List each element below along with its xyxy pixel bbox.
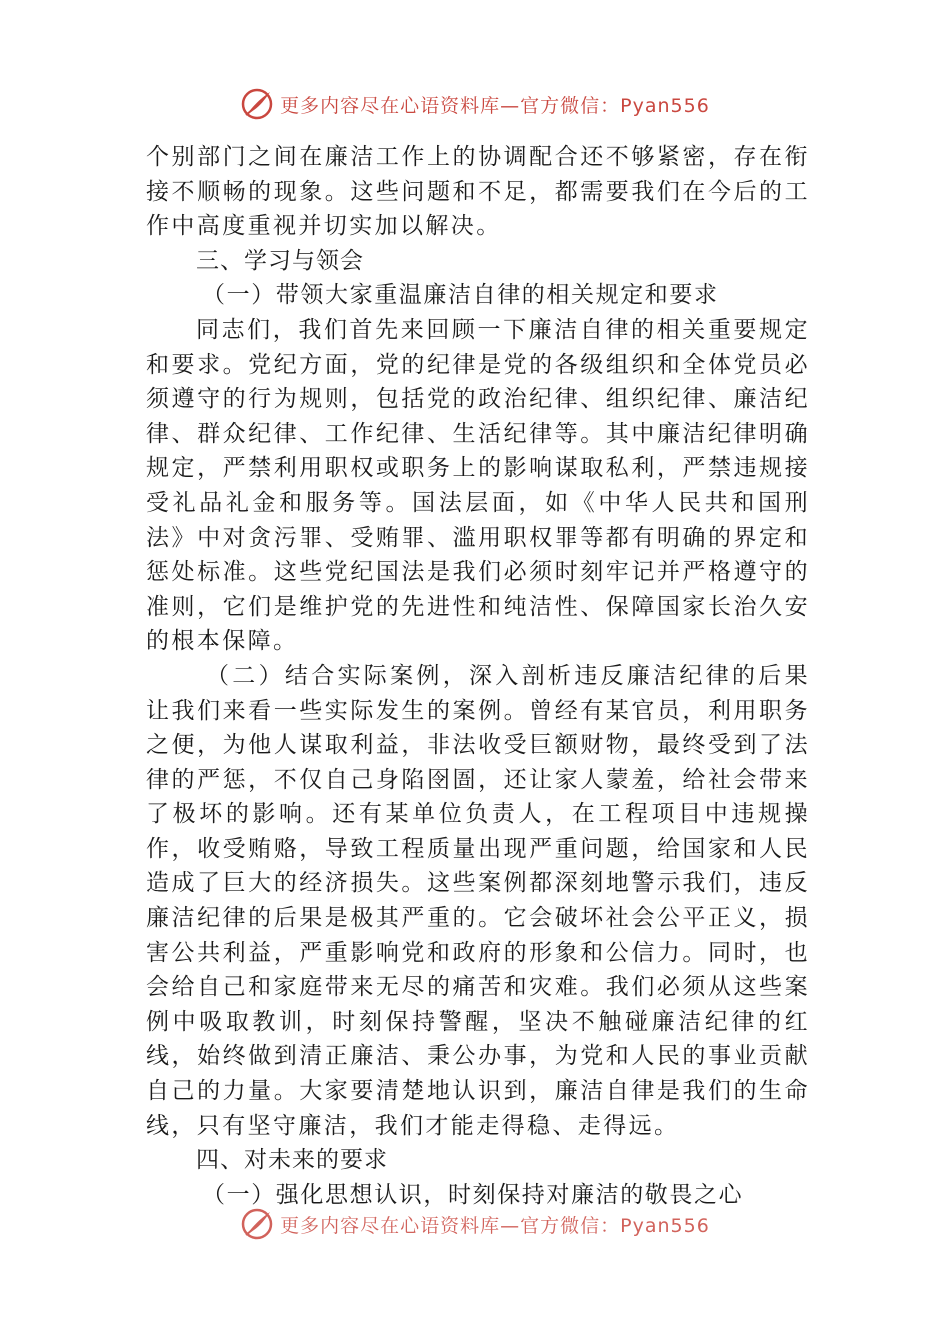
- section-heading-3: 三、学习与领会: [196, 247, 364, 274]
- header-watermark: [0, 84, 950, 124]
- paragraph-continued: 个别部门之间在廉洁工作上的协调配合还不够紧密，存在衔接不顺畅的现象。这些问题和不足，都需要我们在今后的工作中高度重视并切实加以解决。: [146, 144, 810, 240]
- header-watermark-text: 更多内容尽在心语资料库—官方微信：Pyan556: [280, 94, 710, 117]
- footer-watermark-text: 更多内容尽在心语资料库—官方微信：Pyan556: [280, 1214, 710, 1237]
- subheading-1: （一）带领大家重温廉洁自律的相关规定和要求: [202, 282, 719, 309]
- quill-logo-icon: [240, 1207, 274, 1241]
- paragraph-regulations: 同志们，我们首先来回顾一下廉洁自律的相关重要规定和要求。党纪方面，党的纪律是党的各级组织和全体党员必须遵守的行为规则，包括党的政治纪律、组织纪律、廉洁纪律、群众纪律、工作纪律、生活纪律等。其中廉洁纪律明确规定，严禁利用职权或职务上的影响谋取私利，严禁违规接受礼品礼金和服务等。国法层面，如《中华人民共和国刑法》中对贪污罪、受贿罪、滥用职权罪等都有明确的界定和惩处标准。这些党纪国法是我们必须时刻牢记并严格遵守的准则，它们是维护党的先进性和纯洁性、保障国家长治久安的根本保障。: [146, 316, 810, 655]
- subheading-3: （一）强化思想认识，时刻保持对廉洁的敬畏之心: [202, 1181, 744, 1208]
- quill-logo-icon: [240, 87, 274, 121]
- document-body: [146, 140, 810, 1212]
- paragraph-cases: [146, 659, 810, 1143]
- subheading-2: （二）结合实际案例，深入剖析违反廉洁纪律的后果: [206, 662, 810, 689]
- section-heading-4: 四、对未来的要求: [196, 1147, 388, 1174]
- paragraph-cases-text: 让我们来看一些实际发生的案例。曾经有某官员，利用职务之便，为他人谋取利益，非法收受巨额财物，最终受到了法律的严惩，不仅自己身陷囹圄，还让家人蒙羞，给社会带来了极坏的影响。还有某单位负责人，在工程项目中违规操作，收受贿赂，导致工程质量出现严重问题，给国家和人民造成了巨大的经济损失。这些案例都深刻地警示我们，违反廉洁纪律的后果是极其严重的。它会破坏社会公平正义，损害公共利益，严重影响党和政府的形象和公信力。同时，也会给自己和家庭带来无尽的痛苦和灾难。我们必须从这些案例中吸取教训，时刻保持警醒，坚决不触碰廉洁纪律的红线，始终做到清正廉洁、秉公办事，为党和人民的事业贡献自己的力量。大家要清楚地认识到，廉洁自律是我们的生命线，只有坚守廉洁，我们才能走得稳、走得远。: [146, 697, 810, 1139]
- footer-watermark: [0, 1204, 950, 1244]
